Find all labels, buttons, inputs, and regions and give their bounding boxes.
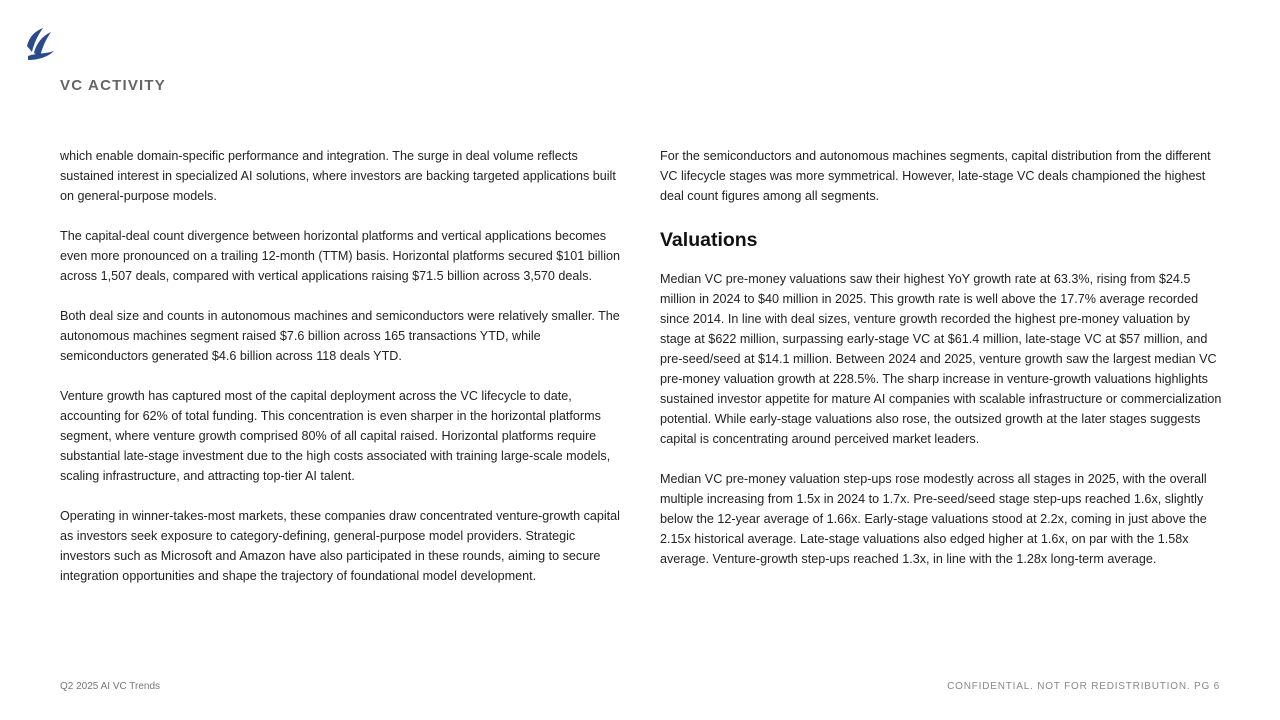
intro-paragraph: For the semiconductors and autonomous machines segments, capital distribution from the different VC lifecycle stages was more symmetrical. However, late-stage VC deals championed the highest deal count figures among all segments. [660, 149, 1211, 203]
valuations-heading: Valuations [660, 229, 758, 251]
body-paragraph: Median VC pre-money valuations saw their highest YoY growth rate at 63.3%, rising from $24.5 million in 2024 to $40 million in 2025. This growth rate is well above the 17.7% average recorded since 2014. In line with deal sizes, venture growth recorded the highest pre-money valuation by stage at $622 million, surpassing early-stage VC at $61.4 million, late-stage VC at $57 million, and pre-seed/seed at $14.1 million. Between 2024 and 2025, venture growth saw the largest median VC pre-money valuation growth at 228.5%. The sharp increase in venture-growth valuations highlights sustained investor appetite for mature AI companies with scalable infrastructure or commercialization potential. While early-stage valuations also rose, the outsized growth at the later stages suggests capital is concentrating around perceived market leaders. [660, 272, 1222, 446]
sailboat-logo-icon [24, 26, 58, 62]
footer-report-title: Q2 2025 AI VC Trends [60, 681, 161, 692]
body-paragraph: The capital-deal count divergence between horizontal platforms and vertical applications becomes even more pronounced on a trailing 12-month (TTM) basis. Horizontal platforms secured $101 billion across 1,507 deals, compared with vertical applications raising $71.5 billion across 3,570 deals. [60, 229, 620, 283]
body-paragraph: Venture growth has captured most of the capital deployment across the VC lifecycle to date, accounting for 62% of total funding. This concentration is even sharper in the horizontal platforms segment, where venture growth comprised 80% of all capital raised. Horizontal platforms require substantial late-stage investment due to the high costs associated with training large-scale models, scaling infrastructure, and attracting top-tier AI talent. [60, 389, 611, 483]
body-paragraph: Median VC pre-money valuation step-ups rose modestly across all stages in 2025, with the overall multiple increasing from 1.5x in 2024 to 1.7x. Pre-seed/seed stage step-ups reached 1.6x, slightly below the 12-year average of 1.66x. Early-stage valuations stood at 2.2x, coming in just above the 2.15x historical average. Late-stage valuations also edged higher at 1.6x, on par with the 1.58x average. Venture-growth step-ups reached 1.3x, in line with the 1.28x long-term average. [660, 472, 1207, 566]
right-column [660, 146, 1222, 589]
body-paragraph: Both deal size and counts in autonomous machines and semiconductors were relatively smaller. The autonomous machines segment raised $7.6 billion across 165 transactions YTD, while semiconductors generated $4.6 billion across 118 deals YTD. [60, 309, 620, 363]
body-paragraph: Operating in winner-takes-most markets, these companies draw concentrated venture-growth capital as investors seek exposure to category-defining, general-purpose model providers. Strategic investors such as Microsoft and Amazon have also participated in these rounds, aiming to secure integration opportunities and shape the trajectory of foundational model development. [60, 509, 620, 583]
section-label: VC ACTIVITY [60, 77, 166, 94]
left-column [60, 146, 625, 606]
body-paragraph: which enable domain-specific performance and integration. The surge in deal volume reflects sustained interest in specialized AI solutions, where investors are backing targeted applications built on general-purpose models. [60, 149, 616, 203]
footer-confidentiality: CONFIDENTIAL. NOT FOR REDISTRIBUTION. PG 6 [947, 681, 1220, 692]
